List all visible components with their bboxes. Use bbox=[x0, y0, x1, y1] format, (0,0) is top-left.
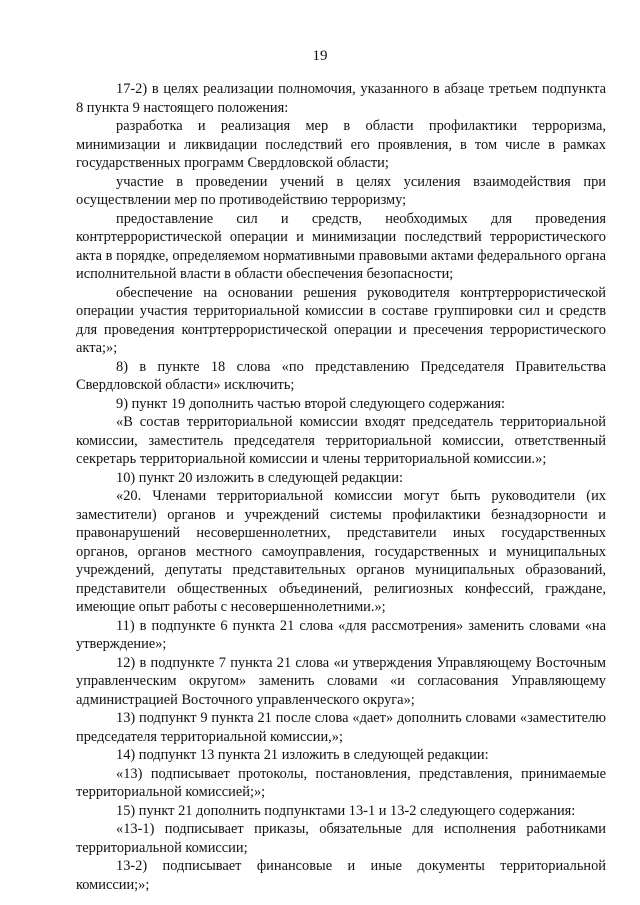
page-number: 19 bbox=[312, 48, 328, 64]
paragraph: «В состав территориальной комиссии входят председатель территориальной комиссии, заместитель председателя территориальной комиссии, ответственный секретарь территориальной комиссии и члены территориальной комиссии.»; bbox=[76, 414, 606, 467]
paragraph: 8) в пункте 18 слова «по представлению Председателя Правительства Свердловской области» исключить; bbox=[76, 358, 606, 393]
paragraph: разработка и реализация мер в области профилактики терроризма, минимизации и ликвидации последствий его проявления, в том числе в рамках государственных программ Свердловской области; bbox=[76, 118, 606, 171]
paragraph: 12) в подпункте 7 пункта 21 слова «и утверждения Управляющему Восточным управленческим округом» заменить словами «и согласования Управляющему администрацией Восточного управленческого округа»; bbox=[76, 654, 606, 708]
paragraph: 15) пункт 21 дополнить подпунктами 13-1 и 13-2 следующего содержания: bbox=[116, 802, 576, 819]
paragraph: «13-1) подписывает приказы, обязательные для исполнения работниками территориальной комиссии; bbox=[76, 821, 606, 856]
paragraph: 13-2) подписывает финансовые и иные документы территориальной комиссии;»; bbox=[76, 858, 606, 893]
paragraph: «13) подписывает протоколы, постановления, представления, принимаемые территориальной комиссией;»; bbox=[76, 765, 606, 800]
paragraph: 9) пункт 19 дополнить частью второй следующего содержания: bbox=[116, 395, 506, 412]
document-body bbox=[76, 80, 606, 894]
paragraph: 17-2) в целях реализации полномочия, указанного в абзаце третьем подпункта 8 пункта 9 настоящего положения: bbox=[76, 81, 606, 116]
paragraph: 11) в подпункте 6 пункта 21 слова «для рассмотрения» заменить словами «на утверждение»; bbox=[76, 617, 606, 652]
paragraph: «20. Членами территориальной комиссии могут быть руководители (их заместители) органов и учреждений системы профилактики безнадзорности и правонарушений несовершеннолетних, представители иных государственных органов, органов местного самоуправления, государственных и муниципальных учреждений, депутаты представительных органов муниципальных образований, представители общественных объединений, религиозных конфессий, граждане, имеющие опыт работы с несовершеннолетними.»; bbox=[76, 488, 606, 615]
paragraph: предоставление сил и средств, необходимых для проведения контртеррористической операции и минимизации последствий террористического акта в порядке, определяемом нормативными правовыми актами федерального органа исполнительной власти в области обеспечения безопасности; bbox=[76, 210, 606, 282]
paragraph: 10) пункт 20 изложить в следующей редакции: bbox=[116, 469, 403, 486]
paragraph: 13) подпункт 9 пункта 21 после слова «дает» дополнить словами «заместителю председателя территориальной комиссии,»; bbox=[76, 710, 606, 745]
paragraph: участие в проведении учений в целях усиления взаимодействия при осуществлении мер по противодействию терроризму; bbox=[76, 173, 606, 208]
paragraph: обеспечение на основании решения руководителя контртеррористической операции участия территориальной комиссии в составе группировки сил и средств для проведения контртеррористической операции и пресечения террористического акта;»; bbox=[76, 284, 606, 356]
paragraph: 14) подпункт 13 пункта 21 изложить в следующей редакции: bbox=[116, 747, 489, 763]
